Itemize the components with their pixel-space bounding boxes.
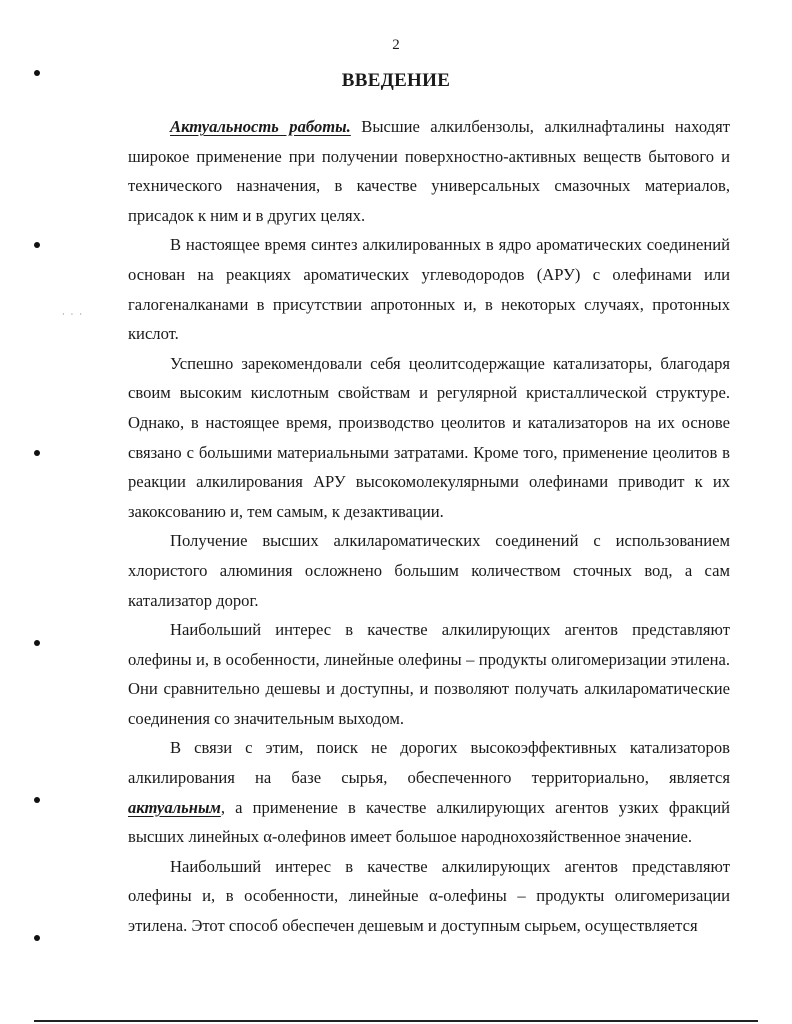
page-title: ВВЕДЕНИЕ [341,70,451,91]
punch-hole-mark [34,450,40,456]
punch-hole-mark [34,70,40,76]
paragraph: Наибольший интерес в качестве алкилирующих агентов представляют олефины и, в особенности, линейные олефины – продукты олигомеризации этилена. Они сравнительно дешевы и доступны, и позволяют получать алкилароматические соединения со значительным выходом. [128,620,730,728]
paragraph-text: , а применение в качестве алкилирующих агентов узких фракций высших линейных α-олефинов имеет большое народнохозяйственное значение. [128,797,730,847]
punch-hole-mark [34,242,40,248]
punch-hole-mark [34,935,40,941]
document-body [128,112,730,941]
page-number: 2 [392,37,400,53]
scan-specks: · · · [62,310,84,319]
paragraph-actuality [128,733,730,851]
paragraph-text: Высшие алкилбензолы, алкилнафталины находят широкое применение при получении поверхностно-активных веществ бытового и технического назначения, в качестве универсальных смазочных материалов, присадок к ним и в других целях. [128,117,730,225]
paragraph: Получение высших алкилароматических соединений с использованием хлористого алюминия осложнено большим количеством сточных вод, а сам катализатор дорог. [128,531,730,610]
bottom-edge-line [34,1020,758,1022]
paragraph: Наибольший интерес в качестве алкилирующих агентов представляют олефины и, в особенности, линейные α-олефины – продукты олигомеризации этилена. Этот способ обеспечен дешевым и доступным сырьем, осуществляется [128,856,730,936]
paragraph: Успешно зарекомендовали себя цеолитсодержащие катализаторы, благодаря своим высоким кислотным свойствам и регулярной кристаллической структуре. Однако, в настоящее время, производство цеолитов и катализаторов на их основе связано с большими материальными затратами. Кроме того, применение цеолитов в реакции алкилирования АРУ высокомолекулярными олефинами приводит к их закоксованию и, тем самым, к дезактивации. [128,353,730,521]
emphasis-actual: актуальным [128,797,221,817]
relevance-heading: Актуальность работы. [170,117,351,136]
punch-hole-mark [34,640,40,646]
paragraph-text: В связи с этим, поиск не дорогих высокоэффективных катализаторов алкилирования на базе сырья, обеспеченного территориально, является [128,738,730,788]
punch-hole-mark [34,797,40,803]
paragraph: В настоящее время синтез алкилированных в ядро ароматических соединений основан на реакциях ароматических углеводородов (АРУ) с олефинами или галогеналканами в присутствии апротонных и, в некоторых случаях, протонных кислот. [128,235,730,344]
paragraph-relevance [128,112,730,230]
